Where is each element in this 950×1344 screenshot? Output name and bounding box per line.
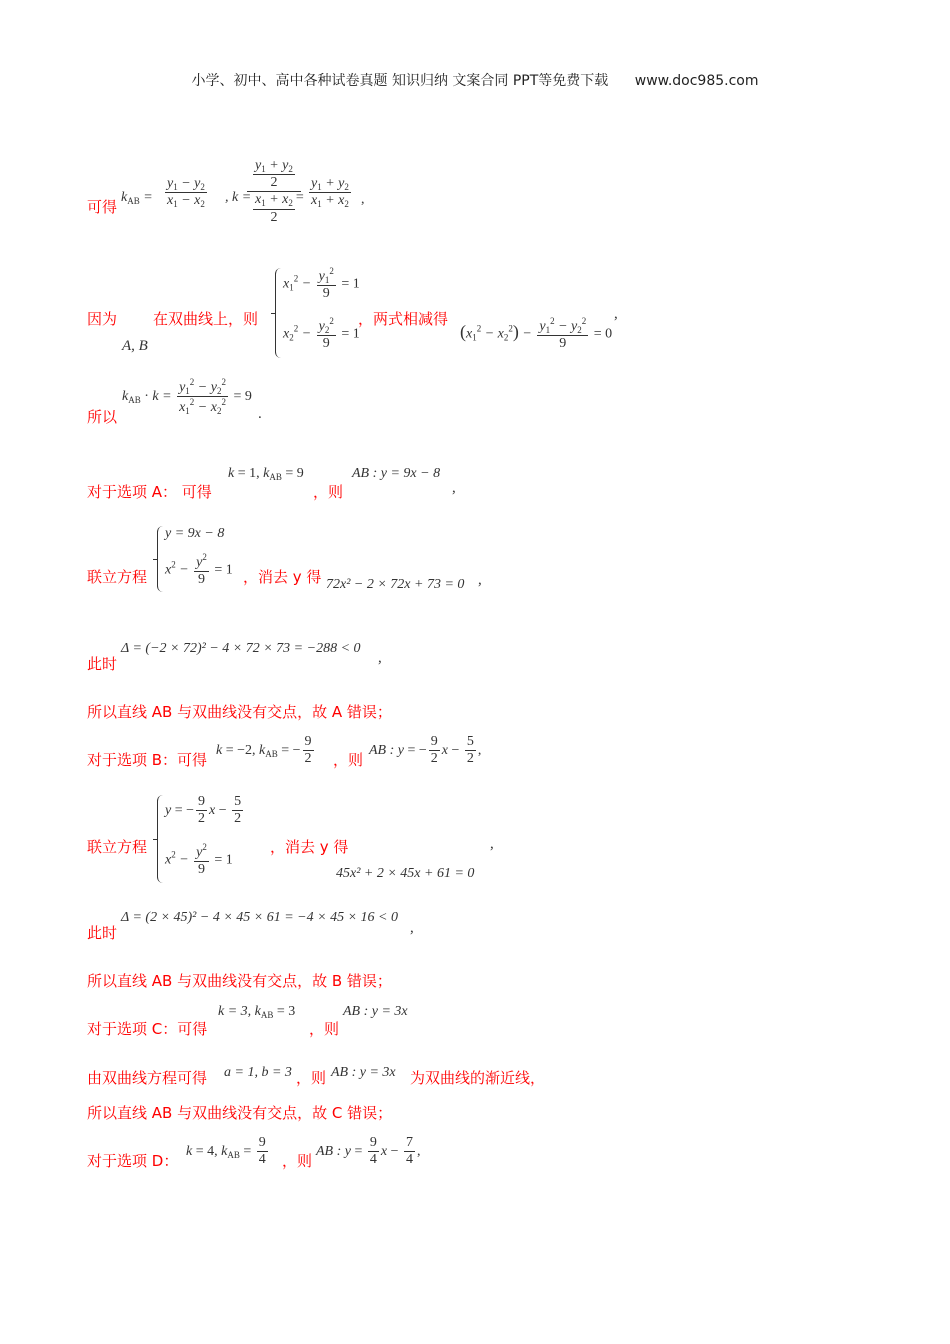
option-b-intro: 对于选项 B：可得 [87, 751, 208, 769]
option-c-asymptote-post: 为双曲线的渐近线， [410, 1069, 546, 1087]
comma-1: , [614, 306, 618, 322]
line-on-hyperbola: 在双曲线上，则 [153, 310, 259, 328]
option-d-intro: 对于选项 D： [87, 1152, 179, 1170]
system-eq-1: $x_1^2$ − $\frac{y_1^2}{9}$ = 1 [283, 266, 360, 302]
comma-5: , [490, 836, 494, 852]
system-a-eq1: y = 9x − 8 [165, 526, 225, 541]
option-c-asymptote-mid: ，则 [296, 1069, 327, 1087]
option-b-delta-label: 此时 [87, 924, 118, 942]
comma-6: , [410, 920, 414, 936]
option-b-join: 联立方程 [87, 838, 148, 856]
header-site-link[interactable]: www.doc985.com [634, 73, 759, 89]
system-brace-a [157, 526, 164, 592]
system-eq-2: $x_2^2$ − $\frac{y_2^2}{9}$ = 1 [283, 316, 360, 352]
header-title: 小学、初中、高中各种试卷真题 知识归纳 文案合同 PPT等免费下载 [191, 73, 609, 89]
option-b-then: ，则 [333, 751, 364, 769]
formula-a-delta: Δ = (−2 × 72)² − 4 × 72 × 73 = −288 < 0 [121, 641, 361, 656]
system-b-eq1: y = − $\frac{9}{2}$ x − $\frac{5}{2}$ [165, 794, 242, 827]
system-brace-1 [275, 268, 282, 358]
comma-2: , [452, 480, 456, 496]
option-c-asymptote-pre: 由双曲线方程可得 [87, 1069, 208, 1087]
option-a-eliminate: ，消去 y 得 [243, 568, 322, 586]
line-slope-intro: 可得 [87, 198, 118, 216]
option-d-then: ，则 [282, 1152, 313, 1170]
line-because-label: 因为 [87, 310, 118, 328]
page-header [0, 70, 950, 90]
formula-b-k: k = −2, $k_{AB}$ = − $\frac{9}{2}$ [216, 734, 312, 767]
line-therefore: 所以 [87, 408, 118, 426]
formula-a-k: k = 1, $k_{AB} = 9$ [228, 466, 304, 482]
formula-d-k: k = 4, $k_{AB}$ = $\frac{9}{4}$ [186, 1135, 266, 1168]
comma-4: , [378, 650, 382, 666]
formula-c-k: k = 3, $k_{AB} = 3$ [218, 1004, 296, 1020]
option-c-then: ，则 [309, 1020, 340, 1038]
system-a-eq2: $x^2$ − $\frac{y^2}{9}$ = 1 [165, 552, 233, 588]
period-1: . [258, 406, 262, 422]
formula-b-line: AB : y = − $\frac{9}{2}$ x − $\frac{5}{2}$ , [369, 734, 482, 767]
formula-c-kab: = 3 [276, 1004, 296, 1019]
option-c-intro: 对于选项 C：可得 [87, 1020, 208, 1038]
formula-a-quadratic: 72x² − 2 × 72x + 73 = 0 [326, 577, 465, 592]
option-a-join: 联立方程 [87, 568, 148, 586]
formula-difference: $(x_1^2 - x_2^2)$ − $\frac{y_1^2 - y_2^2}{9}$ = 0 [460, 316, 613, 352]
option-a-delta-label: 此时 [87, 655, 118, 673]
formula-product-k: $k_{AB} \cdot k$ = $\frac{y_1^2 - y_2^2}{x_1^2 - x_2^2}$ = 9 [122, 377, 252, 417]
formula-b-delta: Δ = (2 × 45)² − 4 × 45 × 61 = −4 × 45 × 16 < 0 [121, 910, 398, 925]
option-a-intro: 对于选项 A： 可得 [87, 483, 212, 501]
option-a-then: ，则 [313, 483, 344, 501]
option-c-conclusion: 所以直线 AB 与双曲线没有交点，故 C 错误； [87, 1104, 393, 1122]
formula-a-line: AB : y = 9x − 8 [352, 466, 441, 481]
system-brace-b [157, 795, 164, 883]
option-b-eliminate: ，消去 y 得 [270, 838, 349, 856]
formula-d-line: AB : y = $\frac{9}{4}$ x − $\frac{7}{4}$ , [316, 1135, 421, 1168]
system-b-eq2: $x^2$ − $\frac{y^2}{9}$ = 1 [165, 842, 233, 878]
formula-b-quadratic: 45x² + 2 × 45x + 61 = 0 [336, 866, 475, 881]
option-b-conclusion: 所以直线 AB 与双曲线没有交点，故 B 错误； [87, 972, 392, 990]
formula-c-line-2: AB : y = 3x [331, 1065, 396, 1080]
formula-c-ab: a = 1, b = 3 [224, 1065, 292, 1080]
option-a-conclusion: 所以直线 AB 与双曲线没有交点，故 A 错误； [87, 703, 392, 721]
comma-3: , [478, 572, 482, 588]
line-subtract: ，两式相减得 [358, 310, 449, 328]
formula-c-k-part: k = 3, k [218, 1004, 261, 1019]
points-ab: A, B [122, 338, 148, 354]
formula-c-line: AB : y = 3x [343, 1004, 408, 1019]
